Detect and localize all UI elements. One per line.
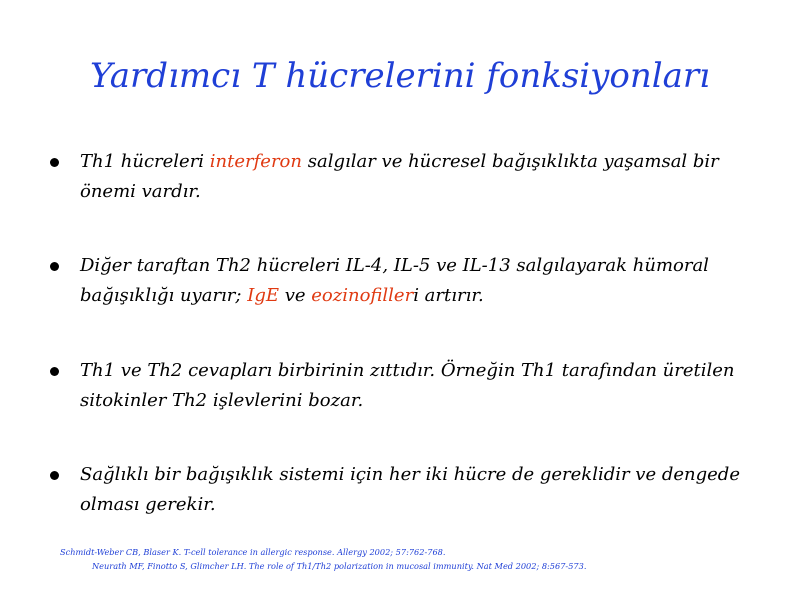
reference-1: Schmidt-Weber CB, Blaser K. T-cell tolerance in allergic response. Allergy 2002; 57:762-768. bbox=[60, 547, 446, 557]
bullet-text-segment: Diğer taraftan Th2 hücreleri IL-4, IL-5 ve IL-13 salgılayarak hümoral bağışıklığı uyarır; bbox=[80, 255, 709, 306]
bullet-item-3 bbox=[50, 356, 750, 416]
bullet-text-1 bbox=[80, 147, 750, 207]
bullet-dot-icon bbox=[50, 262, 59, 271]
bullet-text-4: Sağlıklı bir bağışıklık sistemi için her iki hücre de gereklidir ve dengede olması gerekir. bbox=[80, 464, 740, 515]
bullet-item-2 bbox=[50, 251, 750, 311]
reference-2: Neurath MF, Finotto S, Glimcher LH. The role of Th1/Th2 polarization in mucosal immunity. Nat Med 2002; 8:567-573. bbox=[92, 561, 587, 571]
bullet-item-1 bbox=[50, 147, 750, 207]
bullet-text-segment: salgılar ve hücresel bağışıklıkta yaşamsal bir önemi vardır. bbox=[80, 151, 719, 202]
bullet-dot-icon bbox=[50, 158, 59, 167]
references bbox=[60, 545, 790, 573]
bullet-dot-icon bbox=[50, 471, 59, 480]
highlight-ige: IgE bbox=[247, 285, 279, 306]
slide-title: Yardımcı T hücrelerini fonksiyonları bbox=[89, 56, 711, 96]
highlight-interferon: interferon bbox=[209, 151, 302, 172]
bullet-text-segment: Th1 hücreleri bbox=[80, 151, 210, 172]
bullet-item-4 bbox=[50, 460, 750, 520]
bullet-dot-icon bbox=[50, 367, 59, 376]
bullet-text-3: Th1 ve Th2 cevapları birbirinin zıttıdır. Örneğin Th1 tarafından üretilen sitokinler Th2 işlevlerini bozar. bbox=[80, 360, 735, 411]
bullet-text-segment: i artırır. bbox=[413, 285, 484, 306]
bullet-text-2 bbox=[80, 251, 750, 311]
bullet-text-segment: ve bbox=[278, 285, 312, 306]
highlight-eozinofiller: eozinofiller bbox=[311, 285, 414, 306]
